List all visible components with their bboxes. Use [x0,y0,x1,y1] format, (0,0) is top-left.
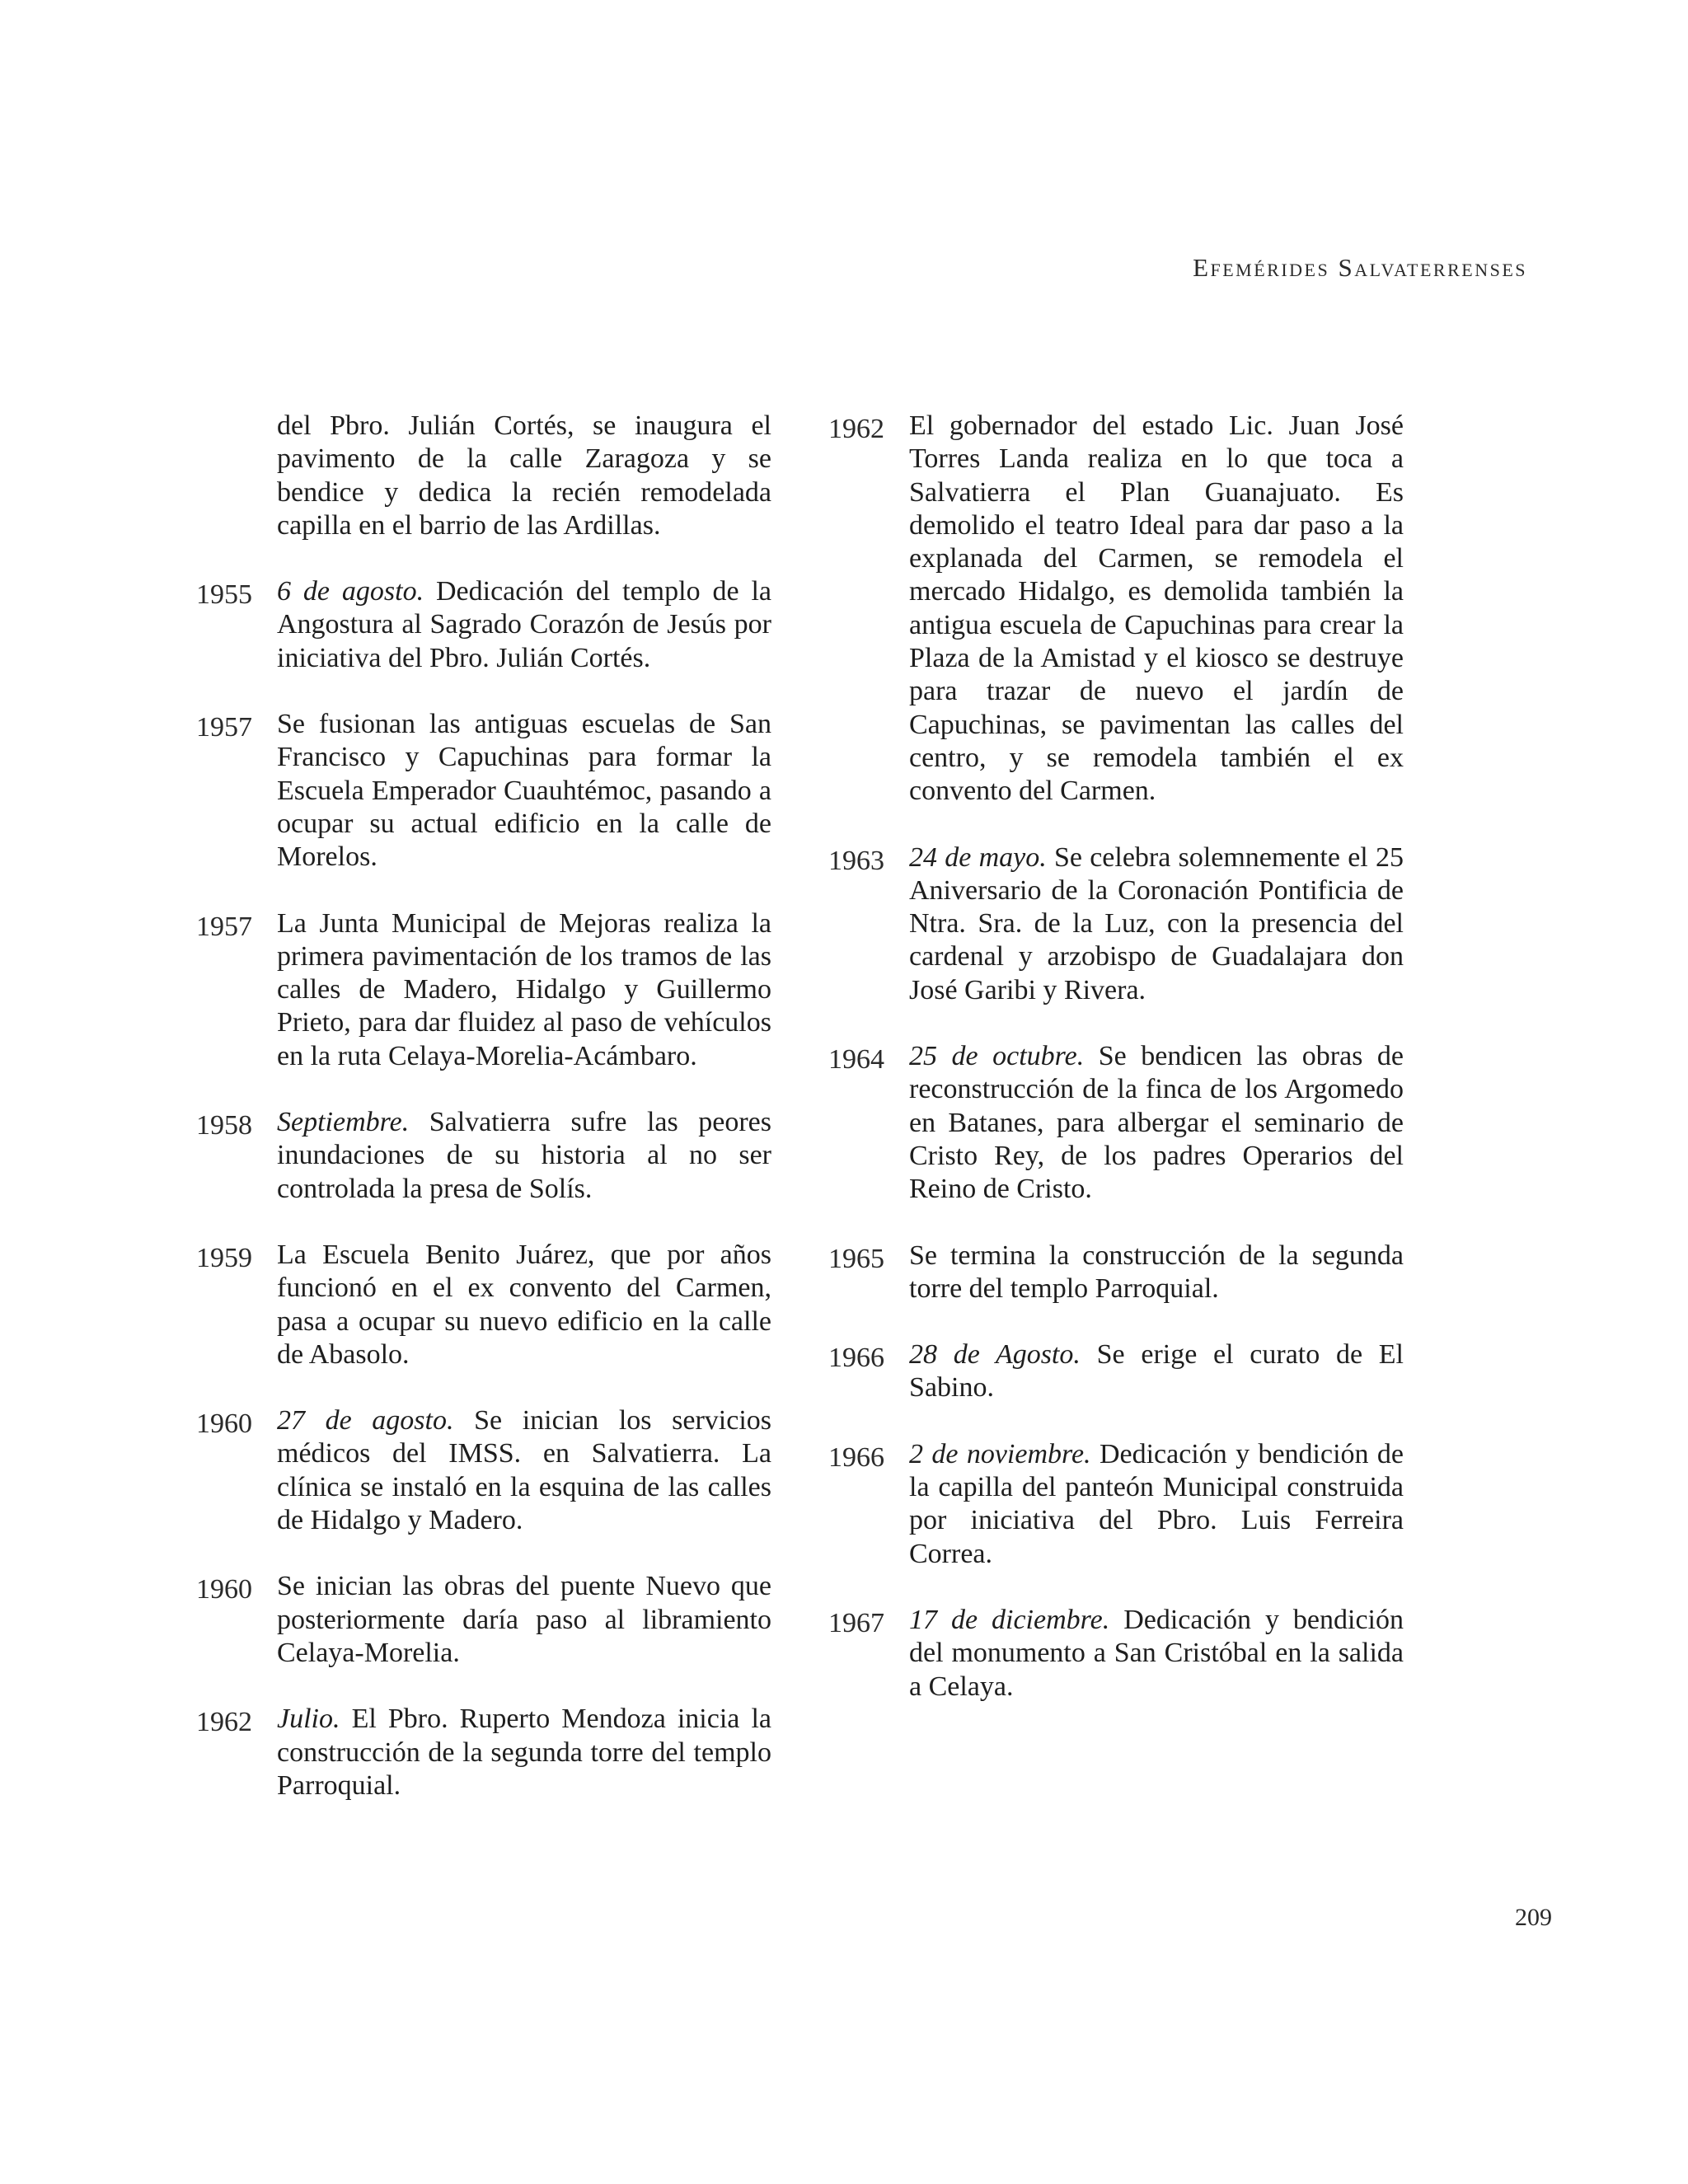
entry-date: 6 de agosto. [277,576,424,607]
chronology-entry [196,708,771,874]
entry-body: Se fusionan las antiguas escuelas de San Francisco y Capuchinas para formar la Escuela Emperador Cuauhtémoc, pasando a ocupar su actual edificio en la calle de Morelos. [277,709,771,873]
chronology-entry [196,1703,771,1802]
chronology-entry [828,1338,1404,1405]
entry-text [909,1604,1404,1704]
entry-text [277,410,771,542]
running-title: Efemérides Salvaterrenses [1193,253,1527,282]
entry-text [909,1338,1404,1405]
entry-year: 1959 [196,1242,252,1273]
entry-text [909,1240,1404,1306]
entry-text [277,907,771,1073]
entry-year: 1962 [196,1707,252,1738]
entry-text [277,708,771,874]
chronology-entry [828,1438,1404,1571]
entry-date: 17 de diciembre. [909,1604,1110,1635]
entry-body: Se inician los servicios médicos del IMSS. en Salvatierra. La clínica se instaló en la esquina de las calles de Hidalgo y Madero. [277,1405,771,1536]
entry-year: 1963 [828,845,884,876]
chronology-entry [828,410,1404,808]
entry-year: 1964 [828,1044,884,1076]
entry-date: Septiembre. [277,1107,410,1138]
entry-body: La Junta Municipal de Mejoras realiza la primera pavimentación de los tramos de las calles de Madero, Hidalgo y Guillermo Prieto, para dar fluidez al paso de vehículos en la ruta Celaya-Morelia-Acámbaro. [277,907,771,1071]
entry-text [909,1438,1404,1571]
chronology-entry [277,410,771,542]
chronology-entry [828,1240,1404,1306]
entry-date: 25 de octubre. [909,1041,1085,1072]
entry-year: 1960 [196,1574,252,1605]
entry-year: 1960 [196,1408,252,1440]
entry-year: 1958 [196,1110,252,1141]
entry-text [277,1703,771,1802]
entry-year: 1966 [828,1441,884,1473]
chronology-entry [828,1040,1404,1206]
entry-body: El Pbro. Ruperto Mendoza inicia la construcción de la segunda torre del templo Parroquial. [277,1704,771,1801]
entry-text [277,575,771,675]
entry-text [909,410,1404,808]
entry-body: Se erige el curato de El Sabino. [909,1339,1404,1404]
entry-body: Dedicación y bendición del monumento a San Cristóbal en la salida a Celaya. [909,1604,1404,1702]
chronology-entry [196,1239,771,1371]
entry-body: Salvatierra sufre las peores inundaciones de su historia al no ser controlada la presa de Solís. [277,1107,771,1204]
entry-date: 27 de agosto. [277,1405,454,1436]
chronology-entry [196,907,771,1073]
entry-year: 1957 [196,911,252,942]
entry-body: del Pbro. Julián Cortés, se inaugura el pavimento de la calle Zaragoza y se bendice y dedica la recién remodelada capilla en el barrio de las Ardillas. [277,410,771,541]
entry-year: 1966 [828,1343,884,1374]
chronology-entry [196,575,771,675]
entry-body: Dedicación del templo de la Angostura al Sagrado Corazón de Jesús por iniciativa del Pbro. Julián Cortés. [277,576,771,673]
entry-text [277,1404,771,1537]
chronology-entry [196,1570,771,1670]
chronology-entry [828,841,1404,1007]
entry-year: 1967 [828,1607,884,1638]
entry-date: 2 de noviembre. [909,1438,1091,1469]
entry-body: El gobernador del estado Lic. Juan José Torres Landa realiza en lo que toca a Salvatierra el Plan Guanajuato. Es demolido el teatro Ideal para dar paso a la explanada del Carmen, se remodela el mercado Hidalgo, es demolida también la antigua escuela de Capuchinas para crear la Plaza de la Amistad y el kiosco se destruye para trazar de nuevo el jardín de Capuchinas, se pavimentan las calles del centro, y se remodela también el ex convento del Carmen. [909,410,1404,807]
entry-date: Julio. [277,1704,340,1735]
entry-text [277,1570,771,1670]
entry-year: 1962 [828,414,884,444]
right-column [828,410,1404,1736]
entry-body: La Escuela Benito Juárez, que por años funcionó en el ex convento del Carmen, pasa a ocupar su nuevo edificio en la calle de Abasolo. [277,1239,771,1370]
entry-text [277,1239,771,1371]
entry-body: Dedicación y bendición de la capilla del panteón Municipal construida por iniciativa del Pbro. Luis Ferreira Correa. [909,1438,1404,1569]
chronology-entry [828,1604,1404,1704]
entry-year: 1957 [196,712,252,743]
entry-body: Se termina la construcción de la segunda torre del templo Parroquial. [909,1240,1404,1304]
entry-body: Se inician las obras del puente Nuevo que posteriormente daría paso al libramiento Celaya-Morelia. [277,1571,771,1668]
entry-text [909,1040,1404,1206]
left-column [196,410,771,1835]
chronology-entry [196,1404,771,1537]
entry-body: Se celebra solemnemente el 25 Aniversario de la Coronación Pontificia de Ntra. Sra. de la Luz, con la presencia del cardenal y arzobispo de Guadalajara don José Garibi y Rivera. [909,841,1404,1005]
chronology-entry [196,1106,771,1206]
entry-text [909,841,1404,1007]
entry-year: 1965 [828,1243,884,1274]
entry-year: 1955 [196,579,252,611]
entry-body: Se bendicen las obras de reconstrucción de la finca de los Argomedo en Batanes, para albergar el seminario de Cristo Rey, de los padres Operarios del Reino de Cristo. [909,1041,1404,1205]
entry-text [277,1106,771,1206]
page-number: 209 [1515,1904,1552,1931]
entry-date: 28 de Agosto. [909,1339,1081,1371]
entry-date: 24 de mayo. [909,841,1047,873]
